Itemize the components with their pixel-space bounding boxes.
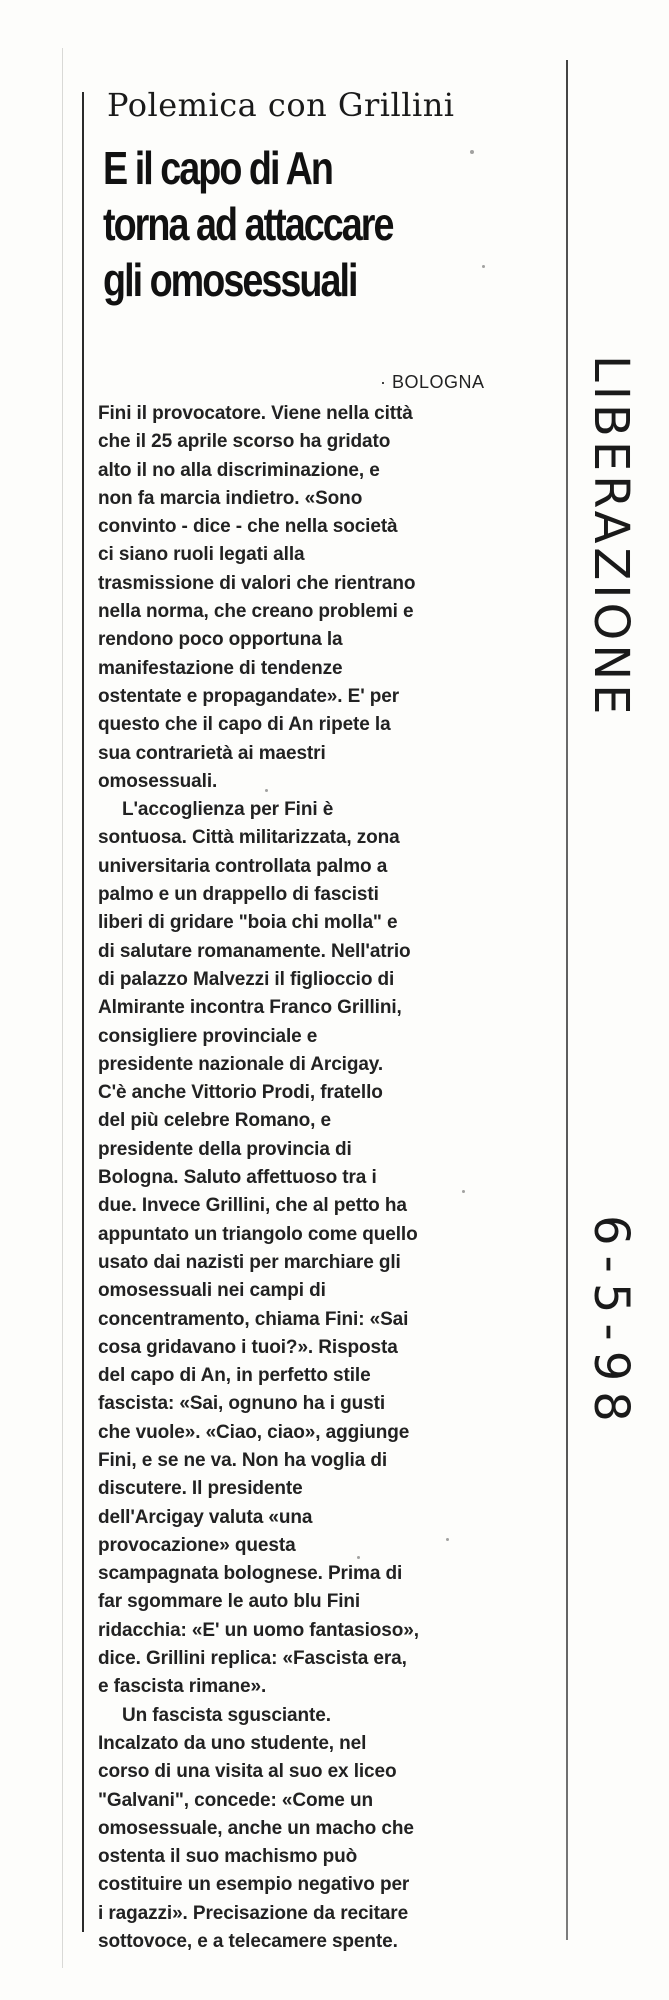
body-line: sua contrarietà ai maestri bbox=[98, 742, 326, 764]
scan-speck bbox=[462, 1190, 465, 1193]
headline-line: E il capo di An bbox=[103, 142, 332, 194]
column-rule bbox=[82, 92, 84, 1932]
body-line: appuntato un triangolo come quello bbox=[98, 1223, 418, 1245]
article-kicker: Polemica con Grillini bbox=[107, 86, 455, 124]
handwritten-date: 6-5-98 bbox=[583, 1215, 639, 1432]
handwritten-source: LIBERAZIONE bbox=[583, 355, 639, 719]
body-line: sottovoce, e a telecamere spente. bbox=[98, 1931, 398, 1953]
body-line: scampagnata bolognese. Prima di bbox=[98, 1563, 403, 1585]
body-line: corso di una visita al suo ex liceo bbox=[98, 1761, 397, 1783]
body-line: universitaria controllata palmo a bbox=[98, 855, 388, 877]
body-line: alto il no alla discriminazione, e bbox=[98, 459, 380, 481]
body-line: Almirante incontra Franco Grillini, bbox=[98, 997, 402, 1019]
body-line: che vuole». «Ciao, ciao», aggiunge bbox=[98, 1421, 410, 1443]
scan-speck bbox=[470, 150, 474, 154]
scan-speck bbox=[265, 789, 268, 792]
body-line: manifestazione di tendenze bbox=[98, 657, 343, 679]
body-line: ostentate e propagandate». E' per bbox=[98, 685, 400, 707]
body-line: omosessuali. bbox=[98, 770, 218, 792]
body-line: Bologna. Saluto affettuoso tra i bbox=[98, 1167, 377, 1189]
scan-speck bbox=[357, 1556, 360, 1559]
body-line: i ragazzi». Precisazione da recitare bbox=[98, 1902, 409, 1924]
body-line: Incalzato da uno studente, nel bbox=[98, 1732, 367, 1754]
body-line: usato dai nazisti per marchiare gli bbox=[98, 1251, 401, 1273]
headline-line: torna ad attaccare bbox=[103, 198, 393, 250]
handwritten-annotation bbox=[575, 355, 645, 1595]
body-line: liberi di gridare "boia chi molla" e bbox=[98, 912, 398, 934]
body-line: di palazzo Malvezzi il figlioccio di bbox=[98, 968, 395, 990]
headline-line: gli omosessuali bbox=[103, 254, 357, 306]
body-line: dice. Grillini replica: «Fascista era, bbox=[98, 1648, 407, 1670]
body-line: convinto - dice - che nella società bbox=[98, 516, 398, 538]
scan-speck bbox=[446, 1538, 449, 1541]
body-line: due. Invece Grillini, che al petto ha bbox=[98, 1195, 407, 1217]
body-line: C'è anche Vittorio Prodi, fratello bbox=[98, 1082, 383, 1104]
article-headline bbox=[103, 140, 431, 308]
body-line: concentramento, chiama Fini: «Sai bbox=[98, 1308, 409, 1330]
body-line: del capo di An, in perfetto stile bbox=[98, 1365, 371, 1387]
body-line: trasmissione di valori che rientrano bbox=[98, 572, 416, 594]
body-line: del più celebre Romano, e bbox=[98, 1110, 331, 1132]
article-dateline: · BOLOGNA bbox=[380, 372, 485, 392]
body-line: Un fascista sgusciante. bbox=[122, 1704, 331, 1726]
dateline-city: BOLOGNA bbox=[392, 372, 485, 392]
article-body bbox=[98, 400, 470, 1956]
body-line: Fini, e se ne va. Non ha voglia di bbox=[98, 1449, 388, 1471]
body-line: fascista: «Sai, ognuno ha i gusti bbox=[98, 1393, 386, 1415]
body-line: nella norma, che creano problemi e bbox=[98, 601, 414, 623]
body-line: L'accoglienza per Fini è bbox=[122, 799, 334, 821]
clipping-right-edge bbox=[566, 60, 568, 1940]
body-line: omosessuale, anche un macho che bbox=[98, 1817, 414, 1839]
body-line: dell'Arcigay valuta «una bbox=[98, 1506, 313, 1528]
body-line: rendono poco opportuna la bbox=[98, 629, 343, 651]
body-line: provocazione» questa bbox=[98, 1534, 296, 1556]
body-line: palmo e un drappello di fascisti bbox=[98, 884, 379, 906]
body-line: questo che il capo di An ripete la bbox=[98, 714, 391, 736]
body-line: presidente nazionale di Arcigay. bbox=[98, 1053, 384, 1075]
body-line: Fini il provocatore. Viene nella città bbox=[98, 403, 413, 424]
body-line: presidente della provincia di bbox=[98, 1138, 352, 1160]
body-line: "Galvani", concede: «Come un bbox=[98, 1789, 373, 1811]
body-line: discutere. Il presidente bbox=[98, 1478, 303, 1500]
body-line: far sgommare le auto blu Fini bbox=[98, 1591, 361, 1613]
body-line: di salutare romanamente. Nell'atrio bbox=[98, 940, 411, 962]
body-line: cosa gridavano i tuoi?». Risposta bbox=[98, 1336, 398, 1358]
body-line: e fascista rimane». bbox=[98, 1676, 267, 1698]
body-line: omosessuali nei campi di bbox=[98, 1280, 326, 1302]
body-line: ci siano ruoli legati alla bbox=[98, 544, 305, 566]
body-line: sontuosa. Città militarizzata, zona bbox=[98, 827, 400, 849]
body-line: consigliere provinciale e bbox=[98, 1025, 318, 1047]
body-line: non fa marcia indietro. «Sono bbox=[98, 487, 363, 509]
scan-speck bbox=[482, 265, 485, 268]
body-line: ridacchia: «E' un uomo fantasioso», bbox=[98, 1619, 419, 1641]
body-line: ostenta il suo machismo può bbox=[98, 1846, 358, 1868]
body-line: che il 25 aprile scorso ha gridato bbox=[98, 431, 391, 453]
body-line: costituire un esempio negativo per bbox=[98, 1874, 410, 1896]
